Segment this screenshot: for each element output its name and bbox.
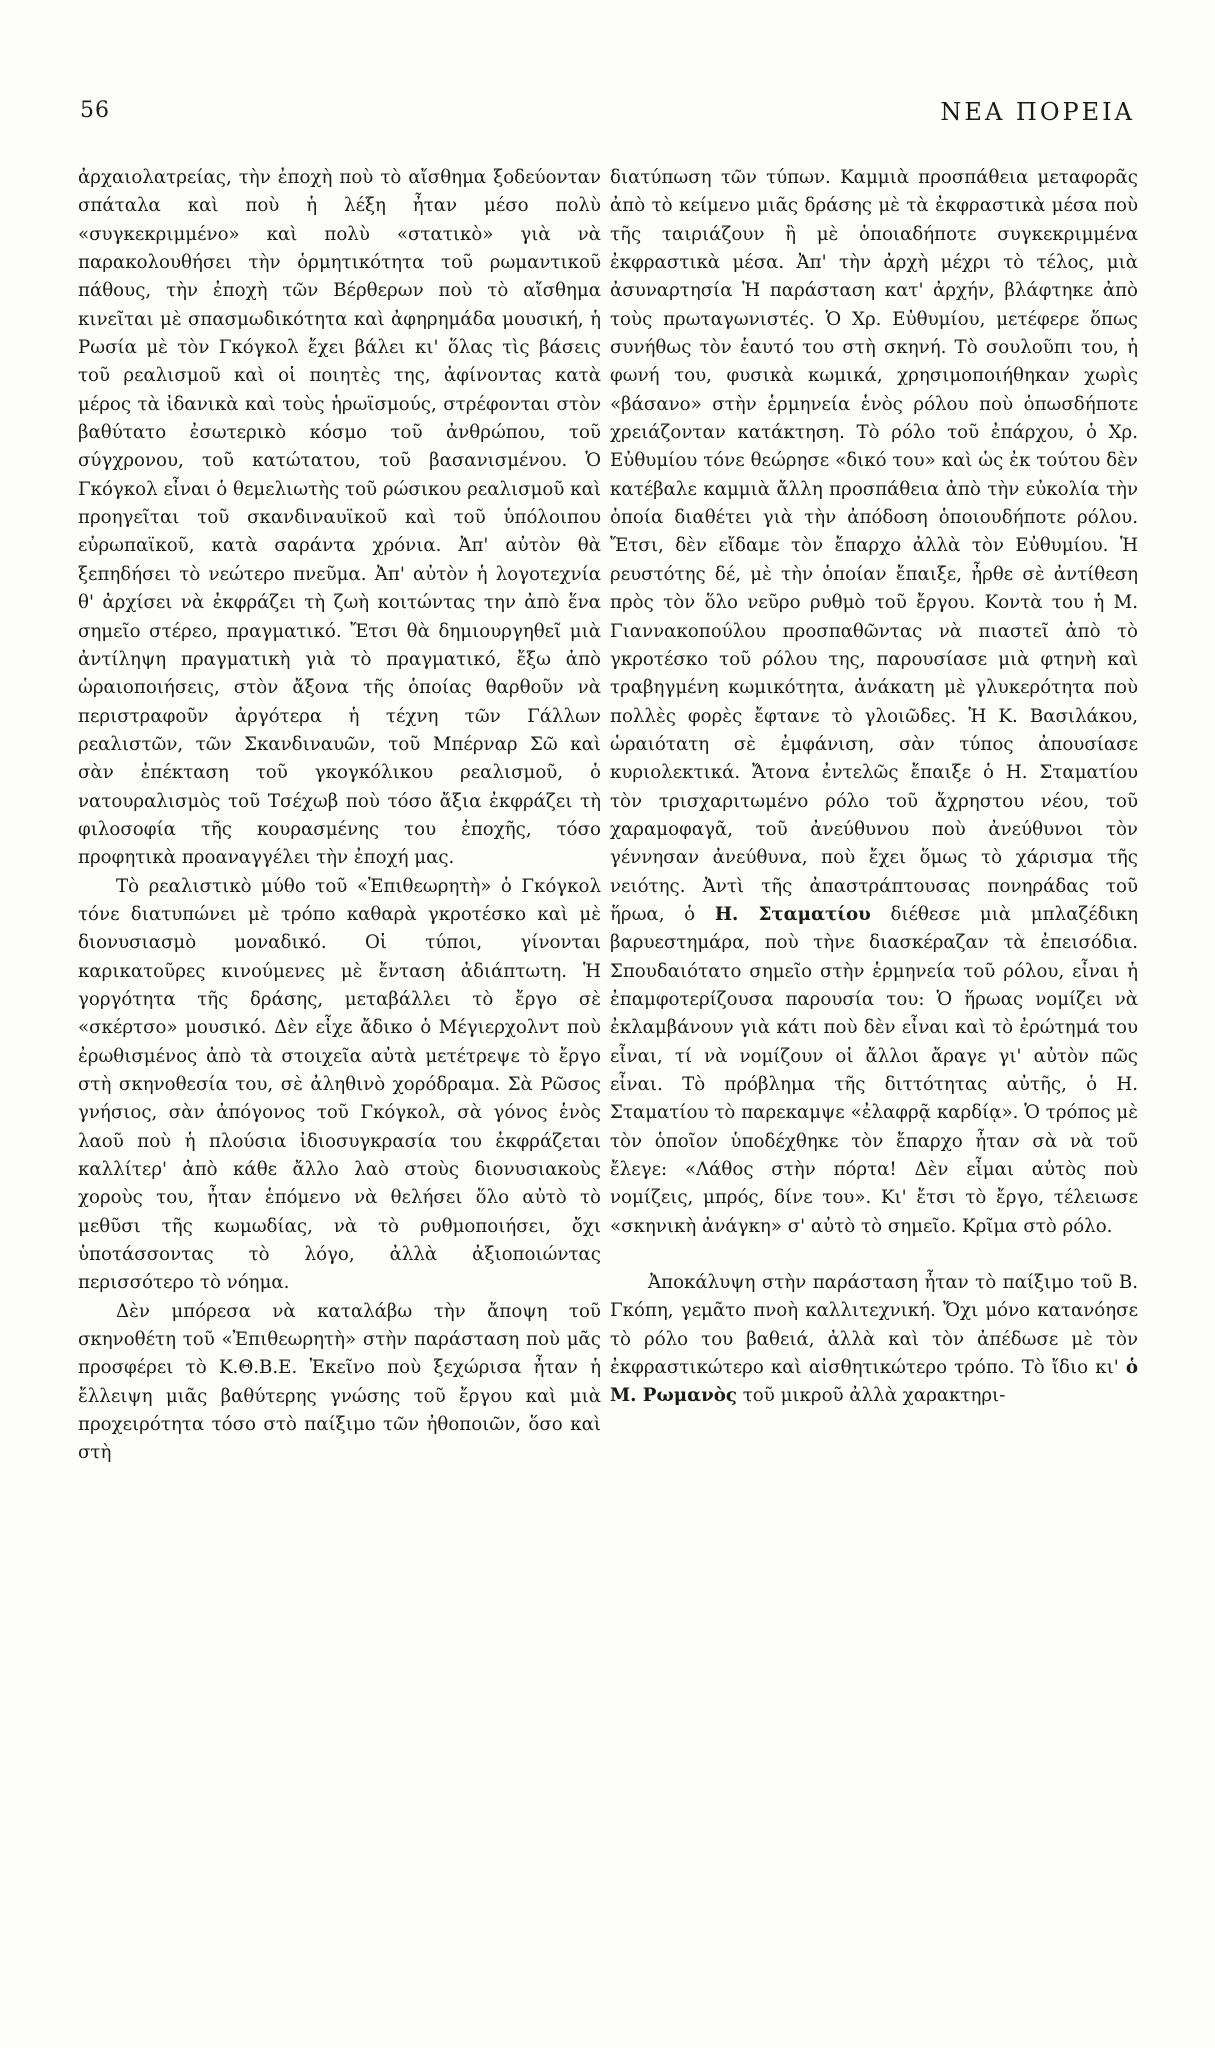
right-paragraph-2-text: Ἀποκάλυψη στὴν παράσταση ἦταν τὸ παίξιμο τοῦ Β. Γκόπη, γεμᾶτο πνοὴ καλλιτεχνική. Ὄχι μόνο κατανόησε τὸ ρόλο του βαθειά, ἀλλὰ καὶ τὸν ἀπέδωσε μὲ τὸν ἐκφραστικώτερο καὶ αἰσθητικώτερο τρόπο. Τὸ ἴδιο κι' xyxy=(610,1272,1138,1379)
right-paragraph-1-continuation: διέθεσε μιὰ μπλαζέδικη βαρυεστημάρα, ποὺ τὴνε διασκέραζαν τὰ ἐπεισόδια. Σπουδαιότατο σημεῖο στὴν ἑρμηνεία τοῦ ρόλου, εἶναι ἡ ἐπαμφοτερίζουσα παρουσία του: Ὁ ἥρωας νομίζει νὰ ἐκλαμβάνουν γιὰ κάτι ποὺ δὲν εἶναι καὶ τὸ ἐρώτημά του εἶναι, τί νὰ νομίζουν οἱ ἄλλοι ἄραγε γι' αὐτὸν πῶς εἶναι. Τὸ πρόβλημα τῆς διττότητας αὐτῆς, ὁ Η. Σταματίου τὸ παρεκαμψε «ἐλαφρᾷ καρδίᾳ». Ὁ τρόπος μὲ τὸν ὁποῖον ὑποδέχθηκε τὸν ἔπαρχο ἦταν σὰ νὰ τοῦ ἔλεγε: «Λάθος στὴν πόρτα! Δὲν εἶμαι αὐτὸς ποὺ νομίζεις, μπρός, δίνε του». Κι' ἔτσι τὸ ἔργο, τέλειωσε «σκηνικὴ ἀνάγκη» σ' αὐτὸ τὸ σημεῖο. Κρῖμα στὸ ρόλο. xyxy=(610,903,1138,1237)
left-paragraph-3: Δὲν μπόρεσα νὰ καταλάβω τὴν ἄποψη τοῦ σκηνοθέτη τοῦ «Ἐπιθεωρητὴ» στὴν παράσταση ποὺ μᾶς προσφέρει τὸ Κ.Θ.Β.Ε. Ἐκεῖνο ποὺ ξεχώρισα ἦταν ἡ ἔλλειψη μιᾶς βαθύτερης γνώσης τοῦ ἔργου καὶ μιὰ προχειρότητα τόσο στὸ παίξιμο τῶν ἠθοποιῶν, ὅσο καὶ στὴ xyxy=(78,1300,601,1464)
right-paragraph-2 xyxy=(610,1269,1138,1411)
right-column xyxy=(610,164,1138,2014)
running-header xyxy=(80,98,1135,138)
bold-actor-name-romanos: ὁ Μ. Ρωμανὸς xyxy=(610,1357,1138,1407)
right-paragraph-1-text: διατύπωση τῶν τύπων. Καμμιὰ προσπάθεια μεταφορᾶς ἀπὸ τὸ κείμενο μιᾶς δράσης μὲ τὰ ἐκφραστικὰ μέσα ποὺ τῆς ταιριάζουν ἢ μὲ ὁποιαδήποτε συγκεκριμμένα ἐκφραστικὰ μέσα. Ἀπ' τὴν ἀρχὴ μέχρι τὸ τέλος, μιὰ ἀσυναρτησία Ἡ παράσταση κατ' ἀρχήν, βλάφτηκε ἀπὸ τοὺς πρωταγωνιστές. Ὁ Χρ. Εὐθυμίου, μετέφερε ὅπως συνήθως τὸν ἑαυτό του στὴ σκηνή. Τὸ σουλοῦπι του, ἡ φωνή του, φυσικὰ κωμικά, χρησιμοποιήθηκαν χωρὶς «βάσανο» στὴν ἑρμηνεία ἑνὸς ρόλου ποὺ ὁπωσδήποτε χρειάζονταν κατάκτηση. Τὸ ρόλο τοῦ ἐπάρχου, ὁ Χρ. Εὐθυμίου τόνε θεώρησε «δικό του» καὶ ὡς ἐκ τούτου δὲν κατέβαλε καμμιὰ ἄλλη προσπάθεια ἀπὸ τὴν εὐκολία τὴν ὁποία διαθέτει γιὰ τὴν ἀπόδοση ὁποιουδήποτε ρόλου. Ἔτσι, δὲν εἴδαμε τὸν ἔπαρχο ἀλλὰ τὸν Εὐθυμίου. Ἡ ρευστότης δέ, μὲ τὴν ὁποίαν ἔπαιξε, ἦρθε σὲ ἀντίθεση πρὸς τὸν ὅλο νεῦρο ρυθμὸ τοῦ ἔργου. Κοντὰ του ἡ Μ. Γιαννακοπούλου προσπαθῶντας νὰ πιαστεῖ ἀπὸ τὸ γκροτέσκο τοῦ ρόλου της, παρουσίασε μιὰ φτηνὴ καὶ τραβηγμένη κωμικότητα, ἀνάκατη μὲ γλυκερότητα ποὺ πολλὲς φορὲς ἔφτανε τὸ γλοιῶδες. Ἡ Κ. Βασιλάκου, ὡραιότατη σὲ ἐμφάνιση, σὰν τύπος ἀπουσίασε κυριολεκτικά. Ἄτονα ἐντελῶς ἔπαιξε ὁ Η. Σταματίου τὸν τρισχαριτωμένο ρόλο τοῦ ἄχρηστου νέου, τοῦ χαραμοφαγᾶ, τοῦ ἀνεύθυνου ποὺ ἀνεύθυνοι τὸν γέννησαν ἀνεύθυνα, ποὺ ἔχει ὅμως τὸ χάρισμα τῆς νειότης. Ἀντὶ τῆς ἀπαστράπτουσας πονηράδας τοῦ ἥρωα, ὁ xyxy=(610,167,1138,925)
left-paragraph-2: Τὸ ρεαλιστικὸ μύθο τοῦ «Ἐπιθεωρητὴ» ὁ Γκόγκολ τόνε διατυπώνει μὲ τρόπο καθαρὰ γκροτέσκο καὶ μὲ διονυσιασμὸ μοναδικό. Οἱ τύποι, γίνονται καρικατοῦρες κινούμενες μὲ ἔνταση ἀδιάπτωτη. Ἡ γοργότητα τῆς δράσης, μεταβάλλει τὸ ἔργο σὲ «σκέρτσο» μουσικό. Δὲν εἶχε ἄδικο ὁ Μέγιερχολντ ποὺ ἐρωθισμένος ἀπὸ τὰ στοιχεῖα αὐτὰ μετέτρεψε τὸ ἔργο στὴ σκηνοθεσία του, σὲ ἀληθινὸ χορόδραμα. Σὰ Ρῶσος γνήσιος, σὰν ἀπόγονος τοῦ Γκόγκολ, σὰ γόνος ἑνὸς λαοῦ ποὺ ἡ πλούσια ἰδιοσυγκρασία του ἐκφράζεται καλλίτερ' ἀπὸ κάθε ἄλλο λαὸ στοὺς διονυσιακοὺς χοροὺς του, ἦταν ἑπόμενο νὰ θελήσει ὅλο αὐτὸ τὸ μεθῦσι τῆς κωμωδίας, νὰ τὸ ρυθμοποιήσει, ὄχι ὑποτάσσοντας τὸ λόγο, ἀλλὰ ἀξιοποιώντας περισσότερο τὸ νόημα. xyxy=(78,875,601,1294)
right-paragraph-2-continuation: τοῦ μικροῦ ἀλλὰ χαρακτηρι- xyxy=(742,1385,1006,1407)
left-paragraph-1: ἀρχαιολατρείας, τὴν ἐποχὴ ποὺ τὸ αἴσθημα ξοδεύονταν σπάταλα καὶ ποὺ ἡ λέξη ἦταν μέσο πολὺ «συγκεκριμμένο» καὶ πολὺ «στατικὸ» γιὰ νὰ παρακολουθήσει τὴν ὁρμητικότητα τοῦ ρωμαντικοῦ πάθους, τὴν ἐποχὴ τῶν Βέρθερων ποὺ τὸ αἴσθημα κινεῖται μὲ σπασμωδικότητα καὶ ἀφηρημάδα μουσική, ἡ Ρωσία μὲ τὸν Γκόγκολ ἔχει βάλει κι' ὅλας τὶς βάσεις τοῦ ρεαλισμοῦ καὶ οἱ ποιητὲς της, ἀφίνοντας κατὰ μέρος τὰ ἰδανικὰ καὶ τοὺς ἡρωϊσμούς, στρέφονται στὸν βαθύτατο ἐσωτερικὸ κόσμο τοῦ ἀνθρώπου, τοῦ σύγχρονου, τοῦ κατώτατου, τοῦ βασανισμένου. Ὁ Γκόγκολ εἶναι ὁ θεμελιωτὴς τοῦ ρώσικου ρεαλισμοῦ καὶ προηγεῖται τοῦ σκανδιναυϊκοῦ καὶ τοῦ ὑπόλοιπου εὐρωπαϊκοῦ, κατὰ σαράντα χρόνια. Ἀπ' αὐτὸν θὰ ξεπηδήσει τὸ νεώτερο πνεῦμα. Ἀπ' αὐτὸν ἡ λογοτεχνία θ' ἀρχίσει νὰ ἐκφράζει τὴ ζωὴ κοιτώντας την ἀπὸ ἕνα σημεῖο στέρεο, πραγματικό. Ἔτσι θὰ δημιουργηθεῖ μιὰ ἀντίληψη πραγματικὴ γιὰ τὸ πραγματικό, ἔξω ἀπὸ ὡραιοποιήσεις, στὸν ἄξονα τῆς ὁποίας θαρθοῦν νὰ περιστραφοῦν ἀργότερα ἡ τέχνη τῶν Γάλλων ρεαλιστῶν, τῶν Σκανδιναυῶν, τοῦ Μπέρναρ Σῶ καὶ σὰν ἐπέκταση τοῦ γκογκόλικου ρεαλισμοῦ, ὁ νατουραλισμὸς τοῦ Τσέχωβ ποὺ τόσο ἄξια ἐκφράζει τὴ φιλοσοφία τῆς κουρασμένης του ἐποχῆς, τόσο προφητικὰ προαναγγέλει τὴν ἐποχή μας. xyxy=(78,167,601,869)
page-number: 56 xyxy=(80,98,110,123)
journal-title: ΝΕΑ ΠΟΡΕΙΑ xyxy=(940,98,1135,126)
bold-actor-name-stamatiou: Η. Σταματίου xyxy=(714,903,871,925)
left-column xyxy=(78,164,601,2014)
right-paragraph-1 xyxy=(610,164,1138,1241)
